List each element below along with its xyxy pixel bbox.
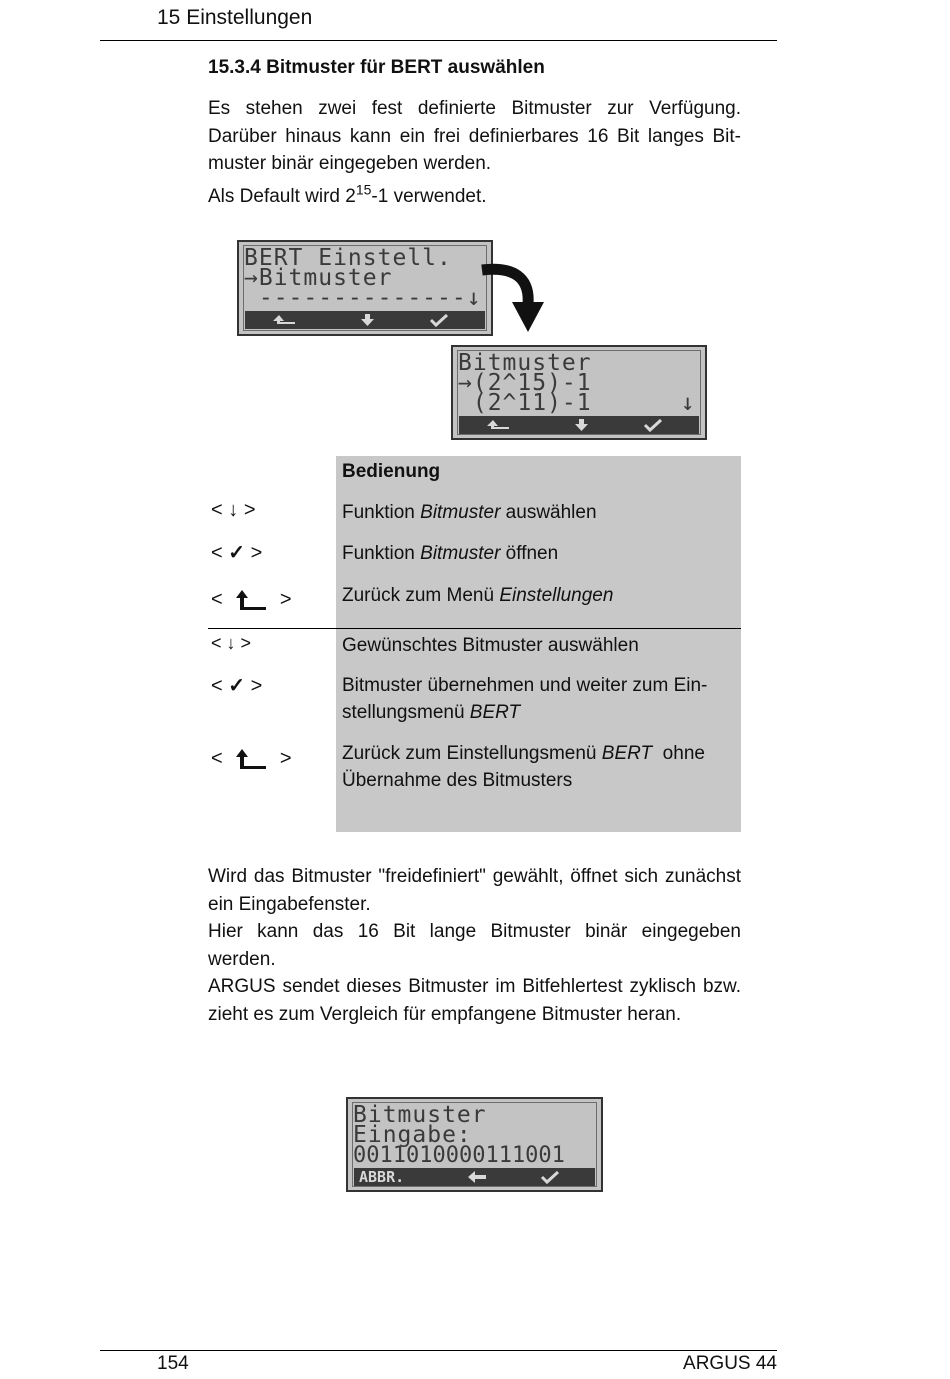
check-icon: ✓ bbox=[228, 542, 246, 564]
abort-softkey: ABBR. bbox=[359, 1168, 405, 1186]
key-confirm: < ✓ > bbox=[211, 542, 263, 564]
lcd-line: →Bitmuster bbox=[244, 265, 393, 291]
softkey-bar bbox=[459, 416, 699, 434]
down-arrow-icon: ↓ bbox=[226, 633, 236, 653]
check-icon bbox=[645, 420, 661, 430]
back-icon bbox=[234, 588, 268, 612]
operation-desc: Zurück zum Menü Einstellungen bbox=[342, 585, 614, 606]
key-back: < > bbox=[211, 588, 292, 611]
down-arrow-icon bbox=[361, 314, 374, 326]
operation-desc: Bitmuster übernehmen und weiter zum Ein- stellungsmenü BERT bbox=[342, 675, 708, 723]
down-arrow-icon bbox=[575, 419, 588, 431]
outro-paragraph-1: Wird das Bitmuster "freidefiniert" gewählt, öffnet sich zunächst ein Eingabefenster. bbox=[208, 866, 741, 915]
section-title: 15.3.4 Bitmuster für BERT auswählen bbox=[208, 57, 545, 78]
key-confirm: < ✓ > bbox=[211, 675, 263, 697]
lcd-bitmuster-input bbox=[346, 1097, 603, 1192]
lcd-line: 0011010000111001 bbox=[353, 1143, 565, 1168]
operation-divider bbox=[208, 628, 741, 629]
chapter-header: 15 Einstellungen bbox=[157, 6, 313, 29]
lcd-line: --------------↓ bbox=[244, 285, 482, 311]
operation-title: Bedienung bbox=[342, 461, 441, 482]
operation-desc: Funktion Bitmuster auswählen bbox=[342, 502, 597, 523]
lcd-line: Bitmuster bbox=[458, 350, 592, 376]
product-name: ARGUS 44 bbox=[683, 1353, 777, 1374]
softkey-bar bbox=[245, 311, 485, 329]
back-icon bbox=[273, 315, 295, 324]
check-icon bbox=[431, 315, 447, 325]
transition-arrow-icon bbox=[476, 256, 556, 336]
lcd-line: BERT Einstell. bbox=[244, 245, 452, 271]
lcd-line: →(2^15)-1 bbox=[458, 370, 592, 396]
footer-rule bbox=[100, 1350, 777, 1351]
key-down: < ↓ > bbox=[211, 633, 252, 653]
operation-desc: Gewünschtes Bitmuster auswählen bbox=[342, 635, 639, 656]
default-paragraph: Als Default wird $2^{15}-1$ verwendet. bbox=[208, 181, 487, 207]
header-rule bbox=[100, 40, 777, 41]
lcd-bitmuster-select bbox=[451, 345, 707, 440]
outro-paragraph-2: Hier kann das 16 Bit lange Bitmuster binär eingegeben werden. bbox=[208, 921, 741, 970]
key-back: < > bbox=[211, 747, 292, 770]
exponent: 15 bbox=[355, 181, 372, 198]
intro-paragraph: Es stehen zwei fest definierte Bitmuster zur Verfügung. Darüber hinaus kann ein frei definierbares 16 Bit langes Bit-muster binär eingegeben werden. bbox=[208, 98, 741, 174]
lcd-line: Eingabe: bbox=[353, 1122, 472, 1148]
softkey-bar bbox=[354, 1168, 595, 1186]
page-number: 154 bbox=[157, 1353, 189, 1374]
check-icon: ✓ bbox=[228, 675, 246, 697]
outro-paragraph-3: ARGUS sendet dieses Bitmuster im Bitfehlertest zyklisch bzw. zieht es zum Vergleich für empfangene Bitmuster heran. bbox=[208, 976, 741, 1025]
left-arrow-icon bbox=[468, 1171, 486, 1183]
operation-desc: Zurück zum Einstellungsmenü BERT ohne Übernahme des Bitmusters bbox=[342, 743, 705, 791]
key-down: < ↓ > bbox=[211, 499, 256, 521]
back-icon bbox=[487, 420, 509, 429]
back-icon bbox=[234, 747, 268, 771]
lcd-line: (2^11)-1 ↓ bbox=[458, 390, 696, 416]
lcd-line: Bitmuster bbox=[353, 1102, 487, 1128]
check-icon bbox=[542, 1172, 558, 1182]
down-arrow-icon: ↓ bbox=[228, 499, 239, 521]
lcd-bert-settings bbox=[237, 240, 493, 336]
operation-desc: Funktion Bitmuster öffnen bbox=[342, 543, 559, 564]
